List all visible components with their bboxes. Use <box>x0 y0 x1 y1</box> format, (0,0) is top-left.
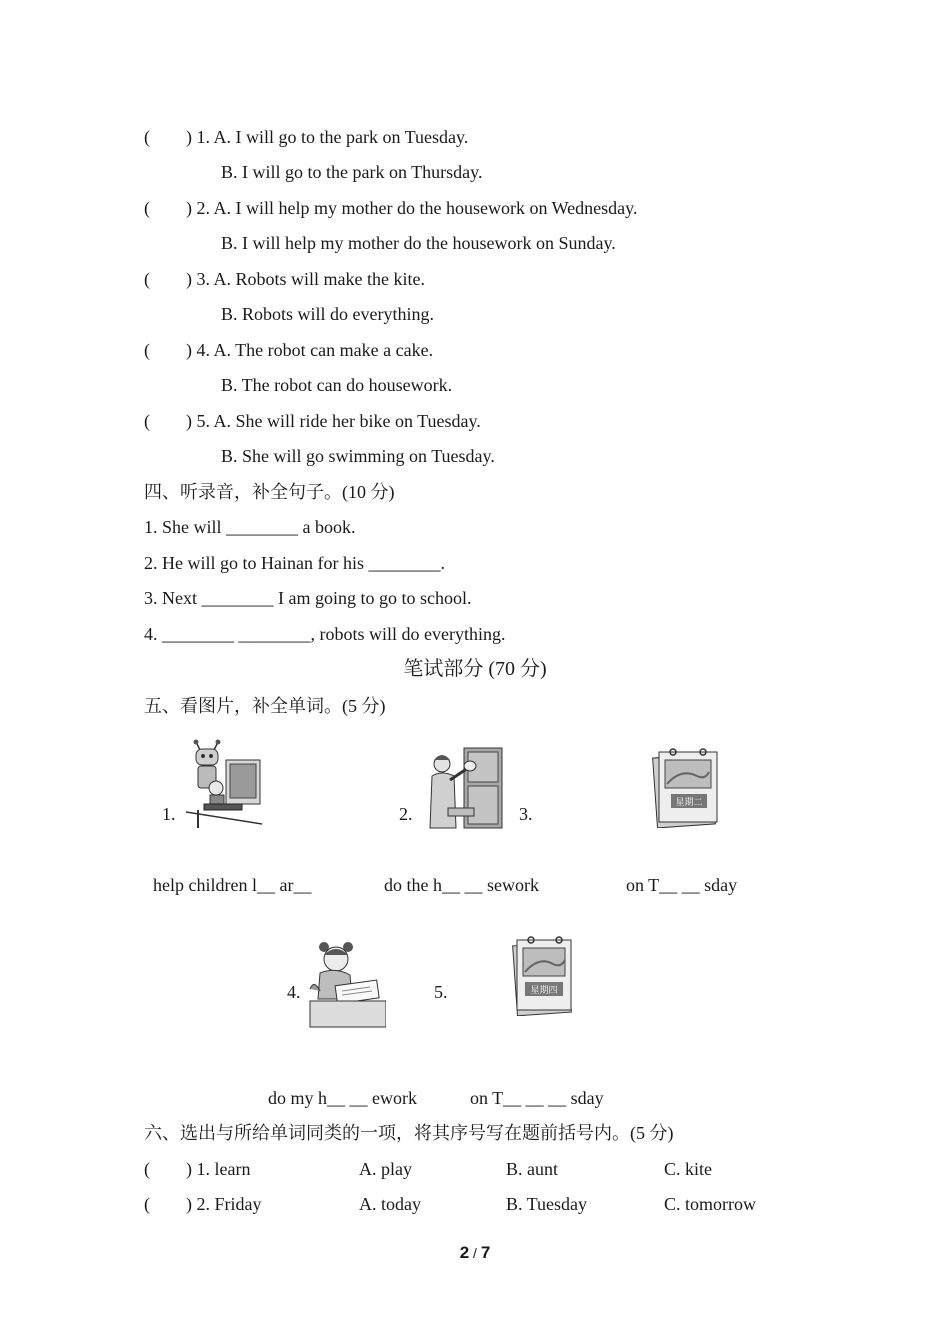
current-page: 2 <box>459 1243 470 1262</box>
question-4-b: B. The robot can do housework. <box>221 375 453 395</box>
section-5-title: 五、看图片，补全单词。(5 分) <box>144 696 386 716</box>
caption-2: do the h__ __ sework <box>384 875 539 895</box>
question-5-b: B. She will go swimming on Tuesday. <box>221 446 495 466</box>
caption-3: on T__ __ sday <box>626 875 738 895</box>
question-1-b: B. I will go to the park on Thursday. <box>221 162 483 182</box>
calendar-thursday-picture <box>511 934 575 1016</box>
question-4-a: ( ) 4. A. The robot can make a cake. <box>144 340 434 360</box>
picture-number: 5. <box>434 982 448 1002</box>
section-4-item: 4. ________ ________, robots will do everything. <box>144 624 506 644</box>
section-4-title: 四、听录音，补全句子。(10 分) <box>144 482 395 502</box>
written-part-title: 笔试部分 (70 分) <box>403 658 547 680</box>
option-b: B. Tuesday <box>506 1194 588 1214</box>
question-2-a: ( ) 2. A. I will help my mother do the housework on Wednesday. <box>144 198 638 218</box>
calendar-label: 星期二 <box>675 798 703 808</box>
picture-number: 4. <box>287 982 301 1002</box>
caption-1: help children l__ ar__ <box>153 875 312 895</box>
question-3-b: B. Robots will do everything. <box>221 304 434 324</box>
question-2-b: B. I will help my mother do the housework on Sunday. <box>221 233 616 253</box>
picture-number: 2. <box>399 804 413 824</box>
option-c: C. tomorrow <box>664 1194 756 1214</box>
caption-4: do my h__ __ ework <box>268 1088 417 1108</box>
page-number: 2 / 7 <box>459 1243 491 1262</box>
section-4-item: 1. She will ________ a book. <box>144 517 356 537</box>
option-a: A. play <box>359 1159 412 1179</box>
question-3-a: ( ) 3. A. Robots will make the kite. <box>144 269 425 289</box>
caption-5: on T__ __ __ sday <box>470 1088 604 1108</box>
woman-housework-picture <box>428 746 504 830</box>
question-5-a: ( ) 5. A. She will ride her bike on Tuesday. <box>144 411 481 431</box>
total-pages: 7 <box>480 1243 491 1262</box>
section-4-item: 3. Next ________ I am going to go to school. <box>144 588 472 608</box>
calendar-tuesday-picture <box>651 746 719 828</box>
question-1-a: ( ) 1. A. I will go to the park on Tuesday. <box>144 127 469 147</box>
robot-teacher-picture <box>186 738 266 830</box>
section-6-question: ( ) 2. Friday <box>144 1194 262 1214</box>
picture-number: 3. <box>519 804 533 824</box>
calendar-label: 星期四 <box>530 986 558 996</box>
section-6-question: ( ) 1. learn <box>144 1159 251 1179</box>
option-a: A. today <box>359 1194 421 1214</box>
section-4-item: 2. He will go to Hainan for his ________. <box>144 553 445 573</box>
option-c: C. kite <box>664 1159 712 1179</box>
option-b: B. aunt <box>506 1159 558 1179</box>
section-6-title: 六、选出与所给单词同类的一项，将其序号写在题前括号内。(5 分) <box>144 1123 674 1143</box>
picture-number: 1. <box>162 804 176 824</box>
girl-homework-picture <box>306 939 386 1029</box>
